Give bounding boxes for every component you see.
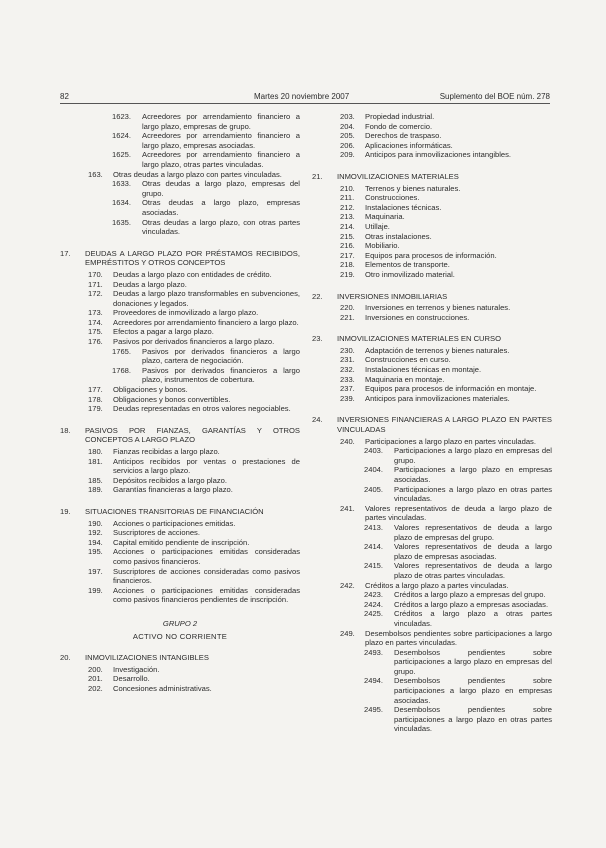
account-code: 232.: [340, 365, 355, 375]
account-code: 231.: [340, 355, 355, 365]
group-title: ACTIVO NO CORRIENTE: [132, 631, 228, 641]
account-code: 241.: [340, 503, 355, 513]
account-code: 24.: [312, 415, 323, 425]
account-entry: [312, 561, 552, 580]
account-code: 220.: [340, 303, 355, 313]
account-entry: [60, 447, 300, 457]
account-text: Maquinaria.: [365, 212, 405, 222]
account-text: Deudas a largo plazo transformables en subvenciones, donaciones y legados.: [113, 289, 300, 308]
account-code: 163.: [88, 169, 103, 179]
account-entry: [60, 280, 300, 290]
account-code: 240.: [340, 436, 355, 446]
account-code: 204.: [340, 121, 355, 131]
account-code: 211.: [340, 193, 355, 203]
account-entry: [312, 676, 552, 705]
header-date: Martes 20 noviembre 2007: [254, 92, 350, 101]
account-entry: [312, 365, 552, 375]
account-code: 216.: [340, 241, 355, 251]
account-code: 249.: [340, 628, 355, 638]
account-code: 176.: [88, 337, 103, 347]
account-entry: [312, 141, 552, 151]
account-entry: [312, 600, 552, 610]
account-code: 180.: [88, 447, 103, 456]
account-text: Instalaciones técnicas.: [365, 202, 442, 212]
account-entry: [60, 485, 300, 495]
account-code: 233.: [340, 374, 355, 384]
account-code: 175.: [88, 327, 103, 337]
account-code: 2495.: [364, 705, 384, 715]
section-heading: [60, 426, 300, 445]
account-entry: [60, 519, 300, 529]
account-code: 209.: [340, 150, 355, 160]
account-entry: [60, 567, 300, 586]
account-entry: [60, 347, 300, 366]
account-text: Depósitos recibidos a largo plazo.: [113, 475, 227, 485]
account-text: Acreedores por arrendamiento financiero a largo plazo, empresas asociadas.: [142, 131, 300, 150]
account-entry: [60, 538, 300, 548]
account-code: 181.: [88, 456, 103, 466]
account-entry: [312, 241, 552, 251]
account-text: INMOVILIZACIONES MATERIALES EN CURSO: [337, 334, 501, 344]
account-code: 2404.: [364, 465, 384, 475]
account-entry: [312, 346, 552, 356]
account-code: 1768.: [112, 365, 132, 375]
account-text: Adaptación de terrenos y bienes naturales.: [365, 345, 510, 355]
account-code: 2413.: [364, 522, 384, 532]
account-code: 202.: [88, 683, 103, 693]
account-entry: [312, 203, 552, 213]
account-text: Otras deudas a largo plazo, con otras partes vinculadas.: [142, 217, 300, 237]
account-code: 1765.: [112, 346, 132, 356]
account-text: Construcciones en curso.: [365, 355, 451, 365]
account-entry: [312, 184, 552, 194]
account-entry: [312, 394, 552, 404]
account-text: Construcciones.: [365, 193, 420, 203]
account-entry: [312, 590, 552, 600]
account-text: Desarrollo.: [113, 674, 150, 684]
account-text: INMOVILIZACIONES MATERIALES: [337, 171, 459, 181]
account-text: Desembolsos pendientes sobre participaciones a largo plazo en partes vinculadas.: [365, 628, 552, 648]
account-code: 2494.: [364, 676, 384, 686]
account-entry: [60, 674, 300, 684]
account-text: DEUDAS A LARGO PLAZO POR PRÉSTAMOS RECIBIDOS, EMPRÉSTITOS Y OTROS CONCEPTOS: [85, 248, 300, 268]
account-entry: [60, 112, 300, 131]
page-header: [60, 92, 550, 104]
section-heading: [60, 249, 300, 268]
account-text: Anticipos para inmovilizaciones intangibles.: [365, 150, 512, 160]
account-entry: [312, 485, 552, 504]
account-code: 214.: [340, 221, 355, 231]
account-entry: [312, 446, 552, 465]
account-text: Anticipos recibidos por ventas o prestaciones de servicios a largo plazo.: [113, 456, 300, 476]
account-entry: [60, 547, 300, 566]
account-entry: [60, 327, 300, 337]
account-code: 218.: [340, 260, 355, 270]
account-entry: [60, 476, 300, 486]
account-text: Maquinaria en montaje.: [365, 374, 445, 384]
account-code: 2415.: [364, 561, 384, 571]
account-text: Investigación.: [113, 664, 160, 674]
account-text: Otras deudas a largo plazo con partes vinculadas.: [113, 169, 282, 179]
account-text: Deudas a largo plazo.: [113, 279, 187, 289]
account-code: 219.: [340, 269, 355, 279]
account-text: Desembolsos pendientes sobre participaciones a largo plazo en empresas del grupo.: [394, 647, 552, 676]
account-entry: [312, 131, 552, 141]
account-text: Desembolsos pendientes sobre participaciones a largo plazo en empresas asociadas.: [394, 676, 552, 705]
account-text: Aplicaciones informáticas.: [365, 140, 453, 150]
account-code: 195.: [88, 547, 103, 557]
section-heading: [60, 507, 300, 517]
account-code: 194.: [88, 537, 103, 547]
account-text: Participaciones a largo plazo en partes vinculadas.: [365, 436, 536, 446]
section-heading: [312, 292, 552, 302]
account-code: 1635.: [112, 217, 132, 227]
account-text: Otras instalaciones.: [365, 231, 432, 241]
group-heading: GRUPO 2: [162, 618, 198, 628]
account-code: 19.: [60, 506, 71, 516]
account-code: 239.: [340, 393, 355, 403]
account-text: Otras deudas a largo plazo, empresas del grupo.: [142, 179, 300, 198]
account-text: Garantías financieras a largo plazo.: [113, 485, 233, 495]
account-entry: [60, 318, 300, 328]
account-entry: [60, 179, 300, 198]
account-entry: [312, 437, 552, 447]
account-text: Valores representativos de deuda a largo plazo de partes vinculadas.: [365, 503, 552, 523]
account-text: Capital emitido pendiente de inscripción.: [113, 537, 250, 547]
account-entry: [312, 122, 552, 132]
account-code: 190.: [88, 518, 103, 528]
account-code: 206.: [340, 140, 355, 150]
account-text: Acreedores por arrendamiento financiero a largo plazo.: [113, 317, 299, 327]
account-entry: [312, 523, 552, 542]
account-text: PASIVOS POR FIANZAS, GARANTÍAS Y OTROS CONCEPTOS A LARGO PLAZO: [85, 425, 300, 445]
account-text: Pasivos por derivados financieros a largo plazo.: [113, 337, 275, 347]
account-entry: [60, 131, 300, 150]
account-text: Inversiones en construcciones.: [365, 312, 470, 322]
account-entry: [60, 170, 300, 180]
account-text: Obligaciones y bonos convertibles.: [113, 394, 231, 404]
account-code: 2424.: [364, 599, 384, 609]
account-code: 199.: [88, 585, 103, 595]
account-text: Acciones o participaciones emitidas consideradas como pasivos financieros.: [113, 547, 300, 566]
account-code: 22.: [312, 291, 323, 301]
account-code: 18.: [60, 425, 71, 435]
account-entry: [312, 581, 552, 591]
account-code: 178.: [88, 394, 103, 404]
account-code: 20.: [60, 653, 71, 663]
account-entry: [312, 232, 552, 242]
page-number: 82: [60, 92, 69, 101]
account-entry: [60, 684, 300, 694]
account-code: 172.: [88, 289, 103, 299]
account-entry: [60, 457, 300, 476]
section-heading: [312, 172, 552, 182]
left-column: [60, 112, 300, 693]
account-code: 2493.: [364, 647, 384, 657]
account-code: 215.: [340, 231, 355, 241]
account-text: INMOVILIZACIONES INTANGIBLES: [85, 653, 209, 663]
account-text: Créditos a largo plazo a empresas del grupo.: [394, 590, 546, 600]
account-code: 203.: [340, 112, 355, 121]
account-code: 200.: [88, 664, 103, 674]
account-text: Mobiliario.: [365, 241, 400, 251]
account-code: 201.: [88, 674, 103, 684]
account-entry: [312, 251, 552, 261]
account-entry: [60, 150, 300, 169]
account-text: Participaciones a largo plazo en empresas asociadas.: [394, 465, 552, 484]
account-entry: [60, 218, 300, 237]
account-text: Otro inmovilizado material.: [365, 269, 455, 279]
account-text: Créditos a largo plazo a partes vinculadas.: [365, 580, 509, 590]
account-text: Valores representativos de deuda a largo plazo de empresas del grupo.: [394, 522, 552, 542]
account-code: 205.: [340, 131, 355, 141]
account-entry: [60, 308, 300, 318]
account-text: Participaciones a largo plazo en otras partes vinculadas.: [394, 484, 552, 504]
account-text: Obligaciones y bonos.: [113, 385, 188, 395]
account-entry: [60, 586, 300, 605]
account-code: 170.: [88, 269, 103, 279]
account-text: Utillaje.: [365, 221, 390, 231]
account-entry: [312, 303, 552, 313]
right-column: [312, 112, 552, 734]
section-heading: [60, 653, 300, 663]
account-entry: [60, 404, 300, 414]
account-text: Pasivos por derivados financieros a largo plazo, cartera de negociación.: [142, 346, 300, 366]
account-text: Propiedad industrial.: [365, 112, 435, 121]
account-code: 213.: [340, 212, 355, 222]
account-text: Valores representativos de deuda a largo plazo de otras partes vinculadas.: [394, 561, 552, 580]
account-code: 217.: [340, 250, 355, 260]
account-text: Equipos para procesos de información.: [365, 250, 497, 260]
account-code: 242.: [340, 580, 355, 590]
account-text: Pasivos por derivados financieros a largo plazo, instrumentos de cobertura.: [142, 365, 300, 385]
account-code: 2414.: [364, 542, 384, 552]
account-entry: [60, 289, 300, 308]
account-code: 1634.: [112, 198, 132, 208]
account-entry: [312, 375, 552, 385]
account-text: Anticipos para inmovilizaciones materiales.: [365, 393, 510, 403]
account-entry: [60, 366, 300, 385]
account-text: SITUACIONES TRANSITORIAS DE FINANCIACIÓN: [85, 506, 264, 516]
account-text: Acciones o participaciones emitidas consideradas como pasivos financieros pendientes de inscripción.: [113, 585, 300, 605]
account-code: 2405.: [364, 484, 384, 494]
account-text: Deudas representadas en otros valores negociables.: [113, 404, 291, 414]
account-entry: [312, 313, 552, 323]
account-entry: [312, 609, 552, 628]
account-code: 179.: [88, 404, 103, 414]
account-code: 221.: [340, 312, 355, 322]
account-entry: [312, 222, 552, 232]
account-entry: [312, 150, 552, 160]
account-text: Acreedores por arrendamiento financiero a largo plazo, empresas de grupo.: [142, 112, 300, 131]
account-entry: [60, 385, 300, 395]
account-text: Créditos a largo plazo a otras partes vinculadas.: [394, 609, 552, 628]
account-text: Terrenos y bienes naturales.: [365, 183, 461, 193]
account-entry: [60, 528, 300, 538]
account-entry: [312, 212, 552, 222]
account-text: Desembolsos pendientes sobre participaciones a largo plazo en otras partes vinculadas.: [394, 705, 552, 734]
account-code: 23.: [312, 334, 323, 344]
section-heading: [312, 415, 552, 434]
account-code: 2423.: [364, 590, 384, 600]
account-code: 174.: [88, 317, 103, 327]
account-code: 189.: [88, 485, 103, 495]
account-entry: [312, 270, 552, 280]
account-text: Acreedores por arrendamiento financiero a largo plazo, otras partes vinculadas.: [142, 150, 300, 169]
account-code: 192.: [88, 528, 103, 538]
account-text: Instalaciones técnicas en montaje.: [365, 365, 482, 375]
account-text: Inversiones en terrenos y bienes naturales.: [365, 303, 511, 313]
account-text: Concesiones administrativas.: [113, 683, 212, 693]
account-text: Participaciones a largo plazo en empresas del grupo.: [394, 446, 552, 465]
header-publication: Suplemento del BOE núm. 278: [439, 92, 550, 101]
account-text: Efectos a pagar a largo plazo.: [113, 327, 214, 337]
account-code: 1633.: [112, 179, 132, 189]
account-code: 1625.: [112, 150, 132, 160]
account-text: INVERSIONES INMOBILIARIAS: [337, 291, 448, 301]
account-code: 1623.: [112, 112, 132, 121]
account-code: 177.: [88, 385, 103, 395]
account-text: Otras deudas a largo plazo, empresas asociadas.: [142, 198, 300, 217]
account-code: 17.: [60, 248, 71, 258]
account-text: Proveedores de inmovilizado a largo plazo.: [113, 308, 259, 318]
account-code: 185.: [88, 475, 103, 485]
account-code: 230.: [340, 345, 355, 355]
account-entry: [60, 198, 300, 217]
account-entry: [312, 648, 552, 677]
account-code: 21.: [312, 171, 323, 181]
account-code: 173.: [88, 308, 103, 318]
account-code: 2403.: [364, 446, 384, 456]
account-text: Deudas a largo plazo con entidades de crédito.: [113, 269, 272, 279]
account-text: Derechos de traspaso.: [365, 131, 442, 141]
account-text: Suscriptores de acciones consideradas como pasivos financieros.: [113, 566, 300, 586]
account-text: Fondo de comercio.: [365, 121, 433, 131]
account-code: 2425.: [364, 609, 384, 619]
account-entry: [312, 705, 552, 734]
account-code: 171.: [88, 279, 103, 289]
account-entry: [312, 629, 552, 648]
account-text: Equipos para procesos de información en montaje.: [365, 384, 537, 394]
account-text: Acciones o participaciones emitidas.: [113, 518, 236, 528]
account-code: 237.: [340, 384, 355, 394]
account-entry: [60, 270, 300, 280]
account-code: 197.: [88, 566, 103, 576]
account-code: 210.: [340, 183, 355, 193]
account-code: 212.: [340, 202, 355, 212]
account-code: 1624.: [112, 131, 132, 141]
account-entry: [60, 395, 300, 405]
account-text: INVERSIONES FINANCIERAS A LARGO PLAZO EN PARTES VINCULADAS: [337, 415, 552, 435]
account-text: Suscriptores de acciones.: [113, 528, 200, 538]
account-text: Valores representativos de deuda a largo plazo de empresas asociadas.: [394, 542, 552, 561]
account-entry: [312, 384, 552, 394]
account-text: Fianzas recibidas a largo plazo.: [113, 447, 220, 456]
account-entry: [312, 355, 552, 365]
section-heading: [312, 334, 552, 344]
account-entry: [60, 337, 300, 347]
account-entry: [312, 542, 552, 561]
account-entry: [312, 465, 552, 484]
account-entry: [312, 504, 552, 523]
account-text: Créditos a largo plazo a empresas asociadas.: [394, 599, 549, 609]
account-entry: [312, 112, 552, 122]
account-entry: [312, 260, 552, 270]
account-entry: [312, 193, 552, 203]
account-entry: [60, 665, 300, 675]
account-text: Elementos de transporte.: [365, 260, 450, 270]
